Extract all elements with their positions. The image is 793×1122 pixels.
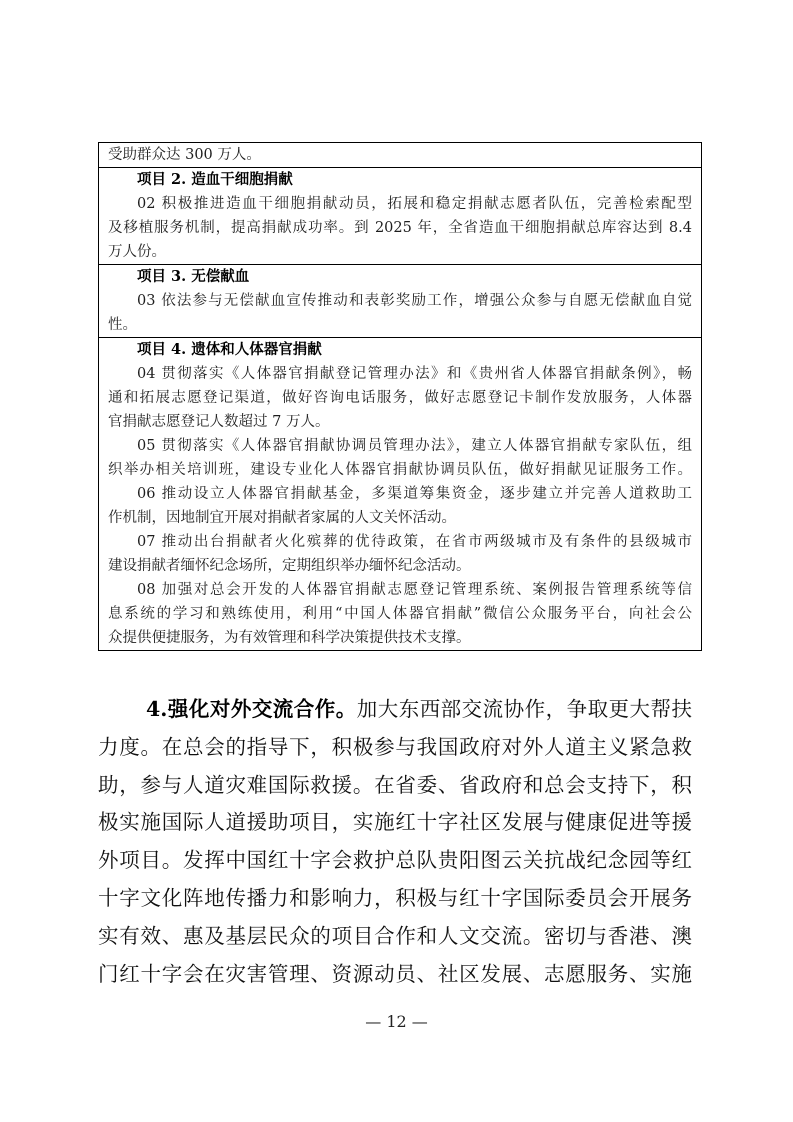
table-row-project-3 [99, 264, 701, 337]
project-heading: 项目 4. 遗体和人体器官捐献 [137, 341, 322, 358]
text-line: 性。 [108, 317, 137, 333]
text-line: 建设捐献者缅怀纪念场所，定期组织举办缅怀纪念活动。 [108, 558, 471, 574]
project-heading: 项目 2. 造血干细胞捐献 [137, 171, 293, 188]
project-heading: 项目 3. 无偿献血 [137, 268, 250, 285]
section-heading: 4.强化对外交流合作。 [146, 697, 357, 721]
body-line: 外项目。发挥中国红十字会救护总队贵阳图云关抗战纪念园等红 [98, 848, 692, 873]
table-row-continuation [99, 143, 701, 167]
project-table [98, 142, 702, 651]
text-line: 息系统的学习和熟练使用，利用“中国人体器官捐献”微信公众服务平台，向社会公 [108, 606, 692, 622]
text-line: 织举办相关培训班，建设专业化人体器官捐献协调员队伍，做好捐献见证服务工作。 [108, 462, 692, 478]
body-text: 加大东西部交流协作，争取更大帮扶 [356, 697, 692, 721]
body-line [98, 691, 692, 729]
text-line: 03 依法参与无偿献血宣传推动和表彰奖励工作，增强公众参与自愿无偿献血自觉 [137, 293, 692, 309]
text-line: 官捐献志愿登记人数超过 7 万人。 [108, 414, 330, 430]
text-line: 02 积极推进造血干细胞捐献动员，拓展和稳定捐献志愿者队伍，完善检索配型 [137, 196, 692, 212]
text-line: 众提供便捷服务，为有效管理和科学决策提供技术支撑。 [108, 630, 471, 646]
body-line: 十字文化阵地传播力和影响力，积极与红十字国际委员会开展务 [98, 885, 692, 910]
page-number: — 12 — [365, 1012, 428, 1031]
text-line: 05 贯彻落实《人体器官捐献协调员管理办法》，建立人体器官捐献专家队伍，组 [137, 438, 692, 454]
text-line: 06 推动设立人体器官捐献基金，多渠道筹集资金，逐步建立并完善人道救助工 [137, 486, 692, 502]
text-line: 受助群众达 300 万人。 [108, 147, 261, 163]
text-line: 07 推动出台捐献者火化殡葬的优待政策，在省市两级城市及有条件的县级城市 [137, 534, 692, 550]
body-line: 力度。在总会的指导下，积极参与我国政府对外人道主义紧急救 [98, 734, 692, 759]
body-line: 实有效、惠及基层民众的项目合作和人文交流。密切与香港、澳 [98, 923, 692, 948]
text-line: 04 贯彻落实《人体器官捐献登记管理办法》和《贵州省人体器官捐献条例》，畅 [137, 366, 692, 382]
body-section [98, 691, 692, 993]
body-line: 极实施国际人道援助项目，实施红十字社区发展与健康促进等援 [98, 810, 692, 835]
text-line: 08 加强对总会开发的人体器官捐献志愿登记管理系统、案例报告管理系统等信 [137, 582, 692, 598]
text-line: 万人份。 [108, 244, 166, 260]
text-line: 作机制，因地制宜开展对捐献者家属的人文关怀活动。 [108, 510, 456, 526]
table-row-project-4 [99, 337, 701, 650]
text-line: 及移植服务机制，提高捐献成功率。到 2025 年，全省造血干细胞捐献总库容达到 8.4 [108, 220, 692, 236]
text-line: 通和拓展志愿登记渠道，做好咨询电话服务，做好志愿登记卡制作发放服务，人体器 [108, 390, 692, 406]
body-line: 助，参与人道灾难国际救援。在省委、省政府和总会支持下，积 [98, 772, 692, 797]
body-line: 门红十字会在灾害管理、资源动员、社区发展、志愿服务、实施 [98, 961, 692, 986]
table-row-project-2 [99, 167, 701, 264]
